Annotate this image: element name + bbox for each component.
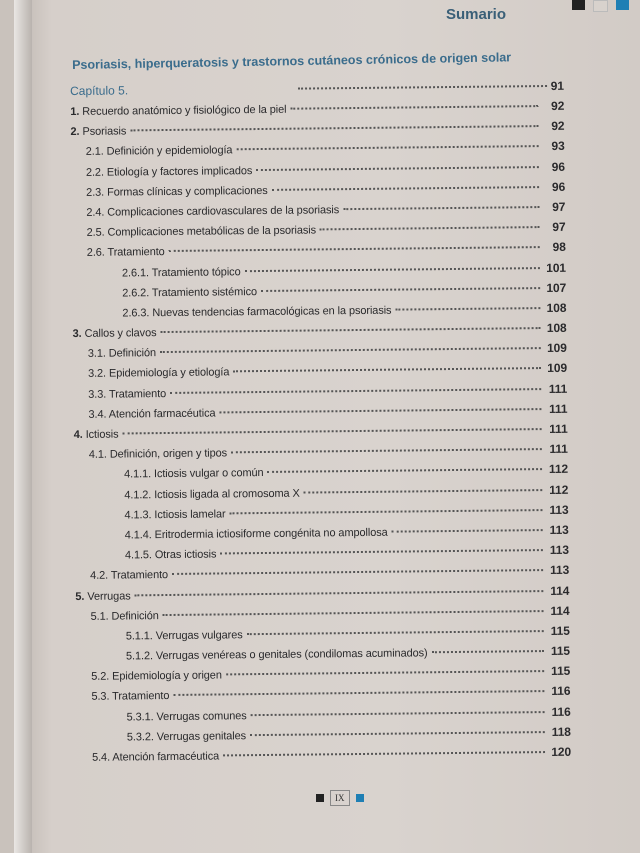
- entry-page: 109: [547, 361, 568, 376]
- entry-title: Recuerdo anatómico y fisiológico de la piel: [82, 103, 287, 118]
- entry-page: 101: [546, 260, 567, 275]
- entry-page: 113: [549, 542, 569, 558]
- entry-title: 4.1.2. Ictiosis ligada al cromosoma X: [124, 487, 300, 502]
- entry-title: 5.2. Epidemiología y origen: [91, 669, 222, 684]
- dot-leader: [261, 287, 540, 292]
- entry-page: 113: [549, 522, 569, 537]
- entry-title: 5.3.2. Verrugas genitales: [126, 730, 247, 744]
- dot-leader: [247, 630, 544, 635]
- dot-leader: [220, 549, 543, 554]
- entry-title: Psoriasis: [82, 125, 127, 139]
- entry-number: 4.: [73, 428, 83, 441]
- entry-title: 5.4. Atención farmacéutica: [91, 750, 220, 764]
- entry-title: 2.6. Tratamiento: [86, 246, 165, 260]
- dot-leader: [432, 650, 544, 653]
- dot-leader: [163, 610, 544, 616]
- entry-title: 4.1.5. Otras ictiosis: [124, 548, 217, 562]
- entry-number: 1.: [70, 105, 80, 118]
- entry-page: 115: [551, 664, 571, 679]
- entry-title: 4.1.3. Ictiosis lamelar: [124, 508, 226, 522]
- entry-page: 92: [551, 119, 565, 134]
- entry-page: 109: [546, 341, 567, 356]
- entry-page: 115: [550, 643, 571, 659]
- entry-page: 111: [549, 421, 568, 437]
- swatch-blue: [616, 0, 629, 10]
- entry-title: 5.1. Definición: [90, 609, 159, 623]
- entry-page: 112: [549, 482, 569, 497]
- entry-page: 114: [550, 603, 570, 618]
- dot-leader: [245, 267, 540, 272]
- dot-leader: [251, 711, 545, 716]
- entry-page: 93: [551, 139, 565, 154]
- entry-title: 2.5. Complicaciones metabólicas de la psoriasis: [86, 224, 317, 239]
- page-footer: [316, 790, 364, 806]
- dot-leader: [226, 670, 544, 675]
- table-of-contents: [70, 79, 571, 770]
- dot-leader: [173, 691, 544, 697]
- dot-leader: [233, 368, 541, 373]
- dot-leader: [169, 246, 540, 252]
- entry-title: 4.1.4. Eritrodermia ictiosiforme congénita no ampollosa: [124, 526, 388, 542]
- entry-page: 108: [546, 300, 567, 315]
- chapter-page: 91: [550, 78, 565, 93]
- dot-leader: [250, 731, 545, 736]
- entry-page: 107: [546, 280, 567, 295]
- dot-leader: [343, 206, 539, 210]
- footer-square-dark: [316, 794, 324, 802]
- dot-leader: [268, 468, 543, 473]
- dot-leader: [160, 327, 540, 333]
- dot-leader: [304, 489, 543, 493]
- entry-page: 113: [549, 502, 569, 517]
- entry-title: 2.4. Complicaciones cardiovasculares de la psoriasis: [86, 204, 340, 219]
- entry-page: 111: [548, 381, 568, 396]
- entry-page: 96: [551, 179, 566, 194]
- page-edge: [14, 0, 32, 853]
- entry-number: 2.: [70, 126, 80, 139]
- entry-title: 3.4. Atención farmacéutica: [88, 407, 216, 421]
- entry-title: Verrugas: [87, 589, 131, 603]
- entry-page: 108: [546, 320, 567, 336]
- entry-title: 3.3. Tratamiento: [88, 387, 167, 401]
- dot-leader: [290, 105, 538, 110]
- entry-title: 2.6.3. Nuevas tendencias farmacológicas en la psoriasis: [122, 304, 392, 320]
- entry-title: 2.6.1. Tratamiento tópico: [121, 265, 241, 279]
- dot-leader: [135, 590, 544, 596]
- entry-title: Callos y clavos: [84, 327, 157, 340]
- dot-leader: [230, 509, 543, 514]
- chapter-label: Capítulo 5.: [70, 83, 129, 98]
- dot-leader: [231, 448, 542, 453]
- entry-page: 111: [549, 441, 568, 457]
- entry-page: 97: [552, 199, 566, 214]
- entry-number: 3.: [72, 327, 82, 341]
- entry-number: 5.: [75, 590, 85, 603]
- entry-page: 92: [551, 98, 565, 113]
- entry-title: 2.1. Definición y epidemiología: [85, 144, 233, 159]
- dot-leader: [272, 186, 539, 191]
- dot-leader: [256, 166, 539, 171]
- swatch-dark: [572, 0, 585, 10]
- chapter-title: Psoriasis, hiperqueratosis y trastornos cutáneos crónicos de origen solar: [72, 50, 512, 72]
- entry-page: 97: [552, 219, 566, 235]
- entry-title: 4.2. Tratamiento: [90, 569, 169, 583]
- dot-leader: [170, 388, 541, 394]
- entry-page: 116: [551, 684, 571, 699]
- dot-leader: [223, 751, 545, 756]
- entry-title: 2.6.2. Tratamiento sistémico: [122, 285, 258, 300]
- entry-title: 4.1.1. Ictiosis vulgar o común: [124, 467, 264, 481]
- dot-leader: [172, 569, 543, 575]
- entry-page: 111: [548, 401, 568, 416]
- dot-leader: [122, 428, 541, 434]
- dot-leader: [160, 347, 541, 353]
- entry-title: Ictiosis: [85, 428, 119, 441]
- entry-title: 3.2. Epidemiología y etiología: [87, 366, 230, 381]
- entry-title: 3.1. Definición: [87, 347, 157, 361]
- entry-title: 2.3. Formas clínicas y complicaciones: [86, 184, 268, 199]
- entry-page: 118: [551, 724, 571, 739]
- entry-title: 4.1. Definición, origen y tipos: [88, 447, 228, 462]
- entry-page: 113: [549, 563, 570, 578]
- entry-page: 112: [548, 462, 569, 477]
- entry-page: 114: [550, 583, 570, 598]
- dot-leader: [320, 226, 540, 230]
- dot-leader: [298, 85, 547, 90]
- dot-leader: [130, 125, 538, 131]
- entry-page: 96: [551, 159, 565, 174]
- page-number: IX: [330, 790, 350, 806]
- entry-title: 5.1.2. Verrugas venéreas o genitales (condilomas acuminados): [125, 647, 428, 663]
- entry-page: 115: [550, 623, 570, 638]
- entry-title: 5.3.1. Verrugas comunes: [126, 709, 247, 724]
- swatch-light: [593, 0, 608, 12]
- entry-title: 2.2. Etiología y factores implicados: [85, 164, 253, 179]
- dot-leader: [219, 408, 541, 413]
- entry-title: 5.1.1. Verrugas vulgares: [125, 629, 243, 643]
- entry-page: 116: [551, 704, 571, 719]
- entry-page: 98: [552, 240, 566, 255]
- footer-square-blue: [356, 794, 364, 802]
- dot-leader: [392, 529, 543, 533]
- color-swatches: [572, 0, 629, 12]
- dot-leader: [236, 145, 538, 150]
- dot-leader: [395, 307, 540, 311]
- section-header: Sumario: [446, 6, 507, 23]
- entry-page: 120: [551, 744, 572, 759]
- entry-title: 5.3. Tratamiento: [91, 690, 170, 704]
